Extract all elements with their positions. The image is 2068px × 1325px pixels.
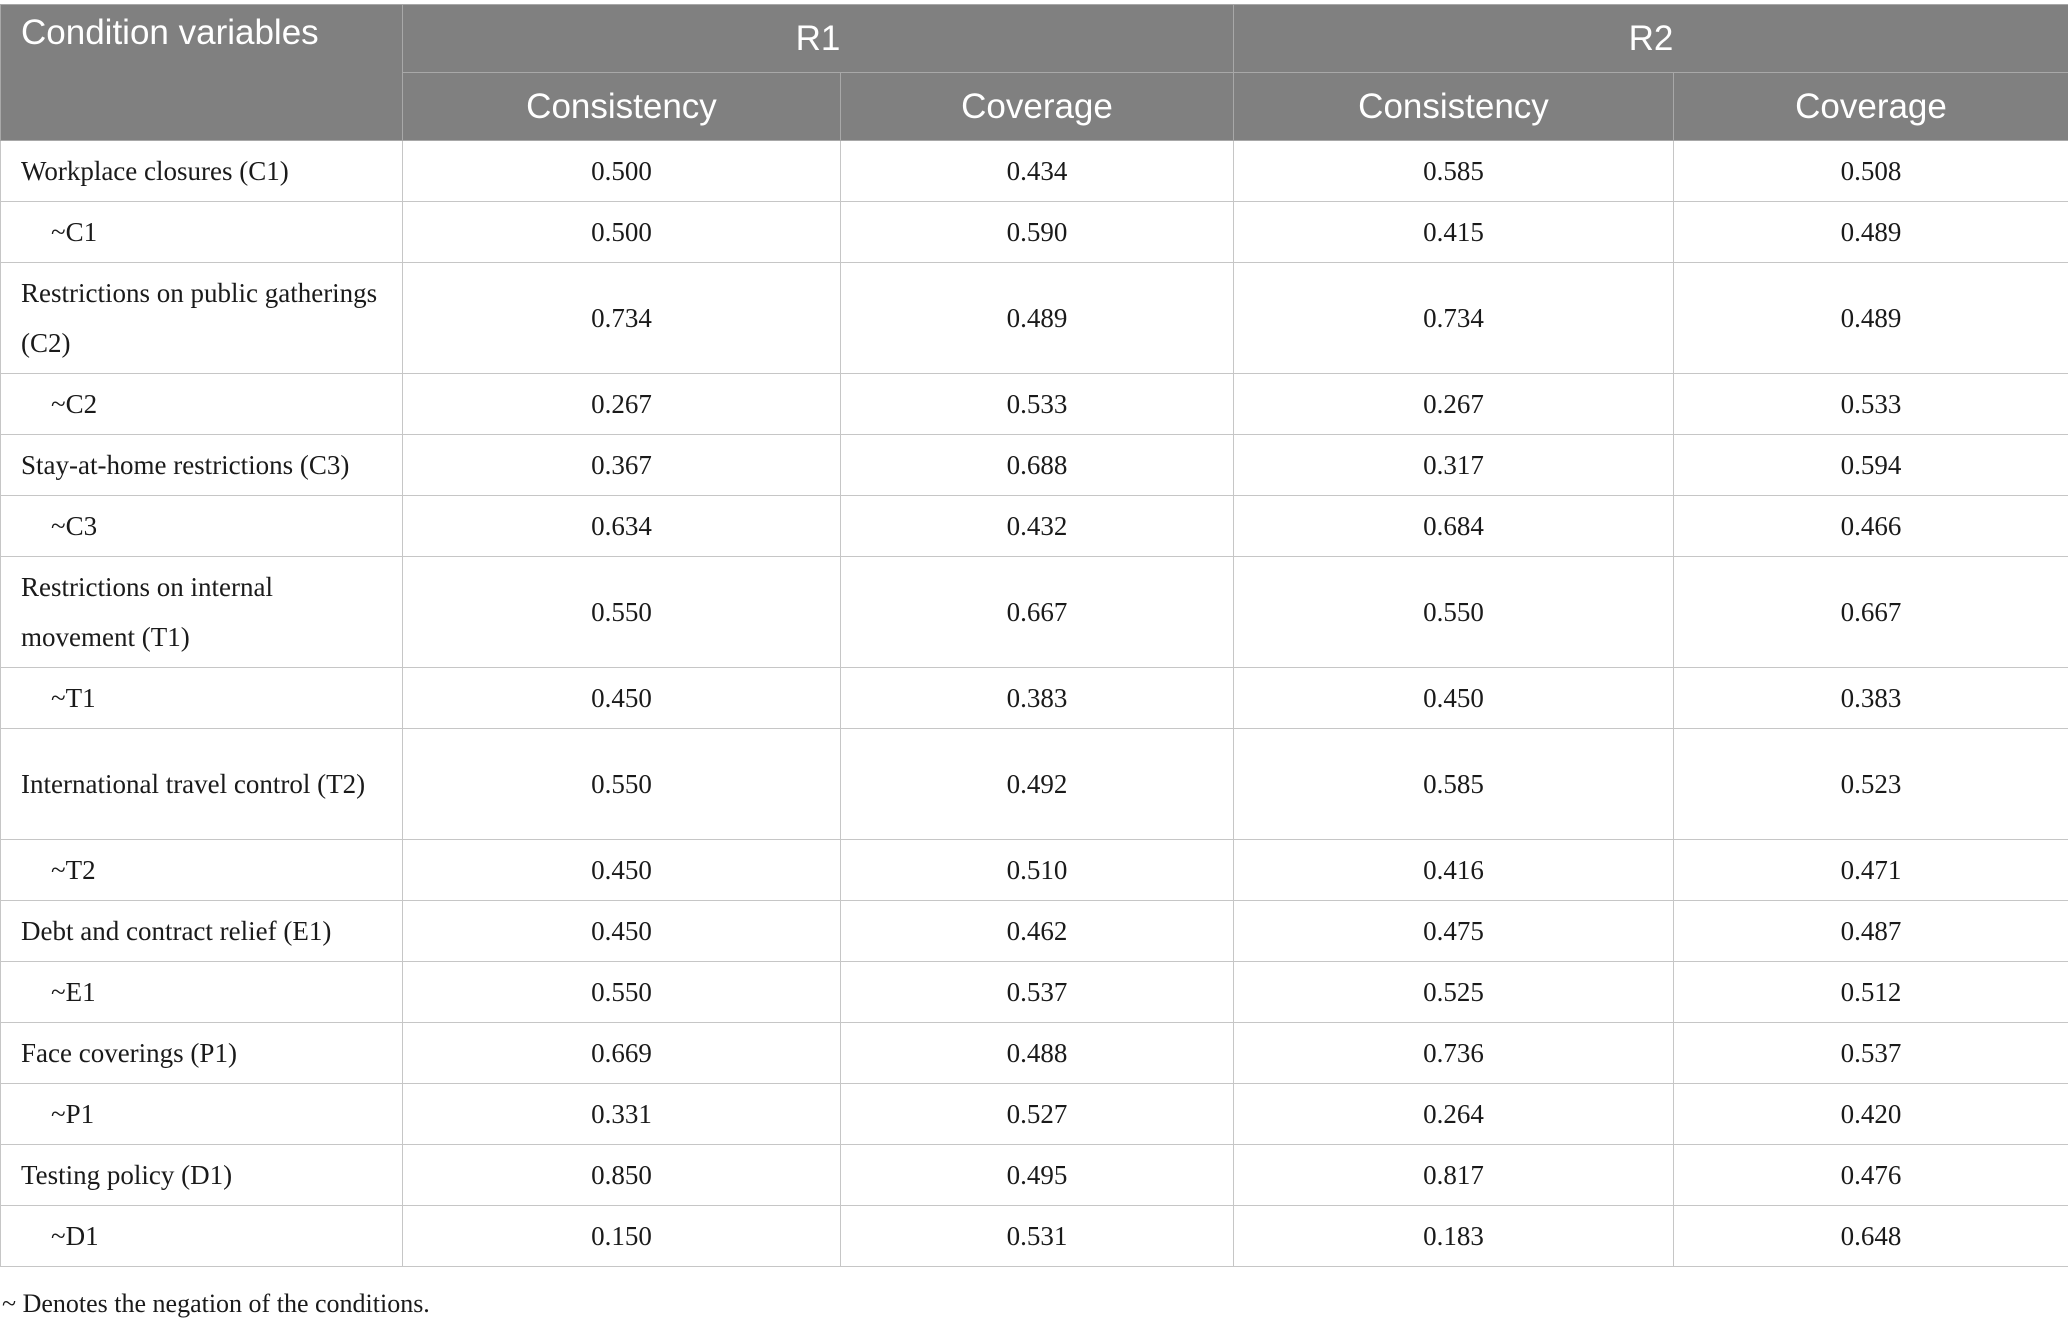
header-r1-consistency: Consistency xyxy=(403,73,841,141)
r1-coverage-cell: 0.489 xyxy=(841,263,1234,374)
r1-consistency-cell: 0.450 xyxy=(403,901,841,962)
row-label: Restrictions on public gatherings (C2) xyxy=(1,263,403,374)
row-label: ~C1 xyxy=(1,202,403,263)
row-label: International travel control (T2) xyxy=(1,729,403,840)
row-label: ~C2 xyxy=(1,374,403,435)
r2-consistency-cell: 0.736 xyxy=(1234,1023,1674,1084)
r2-coverage-cell: 0.383 xyxy=(1674,668,2068,729)
row-label: Testing policy (D1) xyxy=(1,1145,403,1206)
header-condition-variables: Condition variables xyxy=(1,5,403,141)
r2-consistency-cell: 0.734 xyxy=(1234,263,1674,374)
table-row xyxy=(1,1145,2068,1206)
r1-consistency-cell: 0.331 xyxy=(403,1084,841,1145)
r1-coverage-cell: 0.667 xyxy=(841,557,1234,668)
r1-consistency-cell: 0.550 xyxy=(403,557,841,668)
r2-consistency-cell: 0.585 xyxy=(1234,729,1674,840)
r1-consistency-cell: 0.669 xyxy=(403,1023,841,1084)
r2-coverage-cell: 0.489 xyxy=(1674,263,2068,374)
table-row xyxy=(1,374,2068,435)
table-row xyxy=(1,557,2068,668)
table-row xyxy=(1,435,2068,496)
r1-consistency-cell: 0.367 xyxy=(403,435,841,496)
r2-coverage-cell: 0.487 xyxy=(1674,901,2068,962)
r2-consistency-cell: 0.317 xyxy=(1234,435,1674,496)
r1-coverage-cell: 0.531 xyxy=(841,1206,1234,1267)
r1-coverage-cell: 0.510 xyxy=(841,840,1234,901)
row-label: ~E1 xyxy=(1,962,403,1023)
r1-consistency-cell: 0.500 xyxy=(403,141,841,202)
table-row xyxy=(1,840,2068,901)
header-group-r2: R2 xyxy=(1234,5,2068,73)
r2-consistency-cell: 0.416 xyxy=(1234,840,1674,901)
table-row xyxy=(1,901,2068,962)
header-group-r1: R1 xyxy=(403,5,1234,73)
table-row xyxy=(1,668,2068,729)
r1-coverage-cell: 0.527 xyxy=(841,1084,1234,1145)
r1-consistency-cell: 0.550 xyxy=(403,729,841,840)
header-r2-consistency: Consistency xyxy=(1234,73,1674,141)
r1-consistency-cell: 0.634 xyxy=(403,496,841,557)
r2-consistency-cell: 0.415 xyxy=(1234,202,1674,263)
row-label: Debt and contract relief (E1) xyxy=(1,901,403,962)
r2-coverage-cell: 0.533 xyxy=(1674,374,2068,435)
r2-consistency-cell: 0.267 xyxy=(1234,374,1674,435)
r2-consistency-cell: 0.817 xyxy=(1234,1145,1674,1206)
r1-consistency-cell: 0.500 xyxy=(403,202,841,263)
r2-coverage-cell: 0.420 xyxy=(1674,1084,2068,1145)
r2-coverage-cell: 0.648 xyxy=(1674,1206,2068,1267)
r1-coverage-cell: 0.383 xyxy=(841,668,1234,729)
r2-consistency-cell: 0.475 xyxy=(1234,901,1674,962)
r1-coverage-cell: 0.688 xyxy=(841,435,1234,496)
row-label: ~T2 xyxy=(1,840,403,901)
r2-consistency-cell: 0.264 xyxy=(1234,1084,1674,1145)
r1-consistency-cell: 0.450 xyxy=(403,840,841,901)
r1-coverage-cell: 0.495 xyxy=(841,1145,1234,1206)
row-label: ~P1 xyxy=(1,1084,403,1145)
r2-coverage-cell: 0.489 xyxy=(1674,202,2068,263)
r1-consistency-cell: 0.150 xyxy=(403,1206,841,1267)
r1-coverage-cell: 0.537 xyxy=(841,962,1234,1023)
r2-coverage-cell: 0.523 xyxy=(1674,729,2068,840)
row-label: Stay-at-home restrictions (C3) xyxy=(1,435,403,496)
row-label: ~T1 xyxy=(1,668,403,729)
table-row xyxy=(1,1023,2068,1084)
header-r2-coverage: Coverage xyxy=(1674,73,2068,141)
r2-consistency-cell: 0.450 xyxy=(1234,668,1674,729)
table-row xyxy=(1,1084,2068,1145)
table-row xyxy=(1,496,2068,557)
table-row xyxy=(1,263,2068,374)
condition-variables-table xyxy=(0,4,2068,1267)
row-label: Workplace closures (C1) xyxy=(1,141,403,202)
r1-consistency-cell: 0.450 xyxy=(403,668,841,729)
table-row xyxy=(1,141,2068,202)
r2-coverage-cell: 0.537 xyxy=(1674,1023,2068,1084)
r2-coverage-cell: 0.594 xyxy=(1674,435,2068,496)
r1-coverage-cell: 0.488 xyxy=(841,1023,1234,1084)
r2-coverage-cell: 0.471 xyxy=(1674,840,2068,901)
row-label: ~D1 xyxy=(1,1206,403,1267)
r2-coverage-cell: 0.476 xyxy=(1674,1145,2068,1206)
header-r1-coverage: Coverage xyxy=(841,73,1234,141)
row-label: Face coverings (P1) xyxy=(1,1023,403,1084)
r2-coverage-cell: 0.667 xyxy=(1674,557,2068,668)
r1-consistency-cell: 0.550 xyxy=(403,962,841,1023)
table-footnote: ~ Denotes the negation of the conditions. xyxy=(2,1289,430,1318)
table-row xyxy=(1,1206,2068,1267)
r2-consistency-cell: 0.525 xyxy=(1234,962,1674,1023)
r1-coverage-cell: 0.462 xyxy=(841,901,1234,962)
table-row xyxy=(1,729,2068,840)
r1-consistency-cell: 0.267 xyxy=(403,374,841,435)
r1-coverage-cell: 0.492 xyxy=(841,729,1234,840)
r1-coverage-cell: 0.590 xyxy=(841,202,1234,263)
r2-consistency-cell: 0.550 xyxy=(1234,557,1674,668)
row-label: Restrictions on internal movement (T1) xyxy=(1,557,403,668)
r2-consistency-cell: 0.585 xyxy=(1234,141,1674,202)
row-label: ~C3 xyxy=(1,496,403,557)
r1-coverage-cell: 0.432 xyxy=(841,496,1234,557)
r2-coverage-cell: 0.466 xyxy=(1674,496,2068,557)
table-row xyxy=(1,202,2068,263)
r2-coverage-cell: 0.512 xyxy=(1674,962,2068,1023)
r1-consistency-cell: 0.850 xyxy=(403,1145,841,1206)
r2-consistency-cell: 0.183 xyxy=(1234,1206,1674,1267)
r2-coverage-cell: 0.508 xyxy=(1674,141,2068,202)
table-row xyxy=(1,962,2068,1023)
r1-coverage-cell: 0.533 xyxy=(841,374,1234,435)
r2-consistency-cell: 0.684 xyxy=(1234,496,1674,557)
r1-consistency-cell: 0.734 xyxy=(403,263,841,374)
r1-coverage-cell: 0.434 xyxy=(841,141,1234,202)
